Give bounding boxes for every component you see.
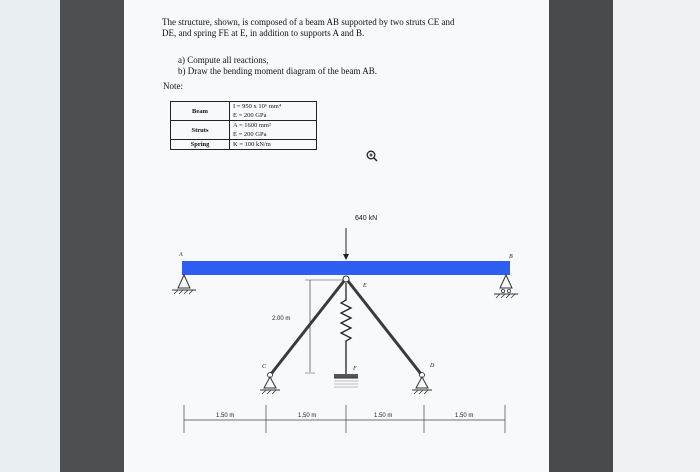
pin-support-d xyxy=(412,373,432,395)
pin-support-c xyxy=(260,373,280,395)
beam-ab xyxy=(182,261,510,275)
horizontal-dimension xyxy=(184,405,505,433)
spring-ground-hatch xyxy=(334,378,358,387)
dimension-label: 1.50 m xyxy=(216,413,235,419)
note-label: Note: xyxy=(163,81,183,91)
problem-line-1: The structure, shown, is composed of a beam AB supported by two struts CE and xyxy=(162,17,455,27)
load-arrowhead xyxy=(343,254,349,260)
problem-line-2: DE, and spring FE at E, in addition to supports A and B. xyxy=(162,28,365,38)
pin-support-a xyxy=(172,275,196,294)
strut-area: A = 1600 mm² xyxy=(233,122,271,129)
height-dimension xyxy=(305,280,343,373)
table-cell-name: Struts xyxy=(171,121,230,140)
strut-ce xyxy=(271,281,344,374)
question-a: a) Compute all reactions, xyxy=(178,55,269,65)
point-e-label: E xyxy=(363,283,367,289)
dimension-label: 1.50 m xyxy=(298,413,317,419)
beam-inertia: I = 950 x 10⁶ mm⁴ xyxy=(233,103,282,110)
table-cell-name: Beam xyxy=(171,102,230,121)
spring-base xyxy=(334,374,358,378)
point-d-label: D xyxy=(430,363,435,369)
beam-modulus: E = 200 GPa xyxy=(233,112,267,119)
question-b: b) Draw the bending moment diagram of the beam AB. xyxy=(178,66,377,76)
point-c-label: C xyxy=(262,364,267,370)
point-f-label: F xyxy=(353,366,357,372)
height-label: 2.00 m xyxy=(272,316,291,322)
dimension-label: 1.50 m xyxy=(374,413,393,419)
point-a-label: A xyxy=(179,252,183,258)
spring-fe xyxy=(341,283,351,374)
load-label: 640 kN xyxy=(355,215,378,222)
strut-de xyxy=(348,281,421,374)
roller-support-b xyxy=(494,275,518,298)
table-cell-name: Spring xyxy=(171,140,230,150)
strut-modulus: E = 200 GPa xyxy=(233,131,267,138)
point-b-label: B xyxy=(509,254,513,260)
dimension-label: 1.50 m xyxy=(455,413,474,419)
spring-stiffness: K = 100 kN/m xyxy=(233,141,271,148)
